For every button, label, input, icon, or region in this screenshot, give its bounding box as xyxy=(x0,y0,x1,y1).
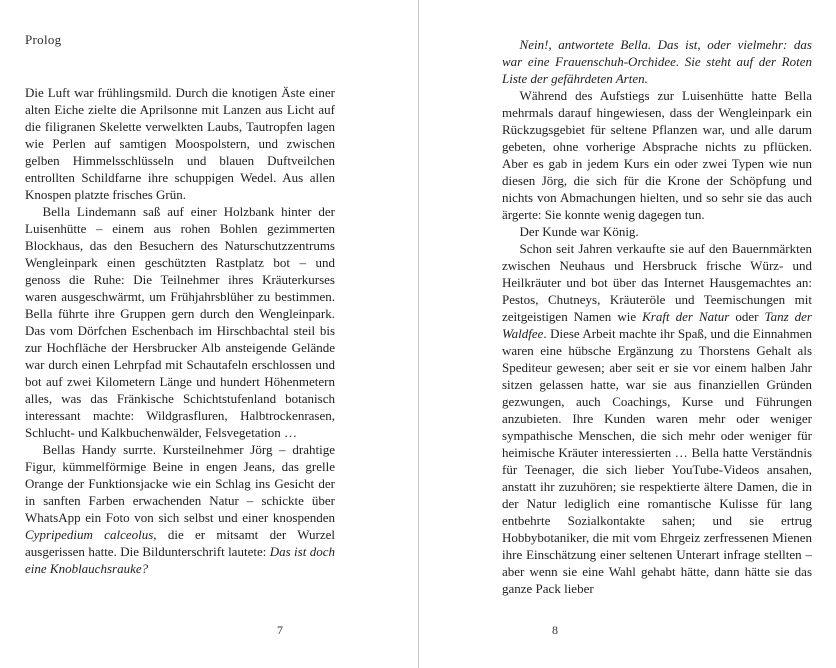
paragraph xyxy=(25,84,335,203)
italic-text-run: Nein!, antwortete Bella. Das ist, oder vielmehr: das war eine Frauenschuh-Orchidee. Sie steht auf der Roten Liste der gefährdeten Arten. xyxy=(502,37,812,86)
italic-text-run: Kraft der Natur xyxy=(642,309,730,324)
page-left-body-text xyxy=(25,84,335,608)
paragraph xyxy=(502,240,812,597)
text-run: . Diese Arbeit machte ihr Spaß, und die Einnahmen waren eine hübsche Ergänzung zu Thorstens Gehalt als Spediteur gewesen; aber seit er sie vor einem halben Jahr sitzen gelassen hatte, war sie aus finanziellen Gründen gezwungen, auch Coachings, Kurse und Führungen anzubieten. Ihre Kunden waren mehr oder weniger sympathische Menschen, die sich mehr oder weniger für heimische Kräuter interessierten … Bella hatte Verständnis für Teenager, die sich lieber YouTube-Videos ansahen, anstatt ihr zuzuhören; sie respektierte ältere Damen, die in der Natur lediglich eine romantische Kulisse für lang entbehrte Sozialkontakte sahen; und sie ertrug Hobbybotaniker, die mit vom Ehrgeiz zerfressenen Mienen ihre Einschätzung einer seltenen Unterart infrage stellten – aber wenn sie eine Wahl gehabt hätte, dann hätte sie das ganze Pack lieber xyxy=(502,326,812,596)
paragraph xyxy=(502,36,812,87)
paragraph xyxy=(502,87,812,223)
page-number-left: 7 xyxy=(277,623,283,637)
text-run: Bellas Handy surrte. Kursteilnehmer Jörg – drahtige Figur, kümmelförmige Beine in engen Jeans, das grelle Orange der Funktionsjacke wie ein Schlag ins Gesicht der in sanften Farben erwachenden Natur – schickte über WhatsApp ein Foto von sich selbst und einer knospenden xyxy=(25,442,335,525)
text-run: Bella Lindemann saß auf einer Holzbank hinter der Luisenhütte – einem aus rohen Bohlen gezimmerten Blockhaus, das den Besuchern des Naturschutzzentrums Wengleinpark einen geschützten Rastplatz bot – und genoss die Ruhe: Die Teilnehmer ihres Kräuterkurses waren ausgeschwärmt, um Frühjahrsblüher zu bestimmen. Bella führte ihre Gruppen gern durch den Wengleinpark. Das vom Dörfchen Eschenbach im Hirschbachtal steil bis zur Hochfläche der Hersbrucker Alb ansteigende Gelände war durch einen Lehrpfad mit Schautafeln erschlossen und bot auf zwei Kilometern Länge und hundert Höhenmetern alles, was das Fränkische Schichtstufenland botanisch interessant machte: Wildgrasfluren, Halbtrockenrasen, Schlucht- und Kalkbuchenwälder, Felsvegetation … xyxy=(25,204,335,440)
italic-text-run: Cypripedium calceolus xyxy=(25,527,154,542)
page-number-right: 8 xyxy=(552,623,558,637)
text-run: Die Luft war frühlingsmild. Durch die knotigen Äste einer alten Eiche zielte die Aprilsonne mit Lanzen aus Licht auf die filigranen Skelette verwelkten Laubs, Tautropfen lagen wie Perlen auf samtigen Moospolstern, und zwischen gelben Himmelsschlüsseln und blauen Duftveilchen entrollten Schildfarne ihre schuppigen Wedel. Aus allen Knospen platzte frisches Grün. xyxy=(25,85,335,202)
paragraph xyxy=(502,223,812,240)
page-right xyxy=(418,0,836,668)
paragraph xyxy=(25,203,335,441)
text-run: Während des Aufstiegs zur Luisenhütte hatte Bella mehrmals darauf hingewiesen, dass der Wengleinpark ein Rückzugsgebiet für seltene Pflanzen war, und alle darum gebeten, ohne vorherige Absprache nichts zu pflücken. Aber es gab in jedem Kurs ein oder zwei Typen wie nun diesen Jörg, die sich für die Krone der Schöpfung und nichts von Abmachungen hielten, und so sehr sie das auch ärgerte: Sie konnte wenig dagegen tun. xyxy=(502,88,812,222)
text-run: Der Kunde war König. xyxy=(519,224,639,239)
chapter-heading: Prolog xyxy=(25,32,62,47)
italic-text-run: Tanz der Waldfee xyxy=(502,309,812,341)
paragraph xyxy=(25,441,335,577)
text-run: Schon seit Jahren verkaufte sie auf den Bauernmärkten zwischen Neuhaus und Hersbruck frische Würz- und Heilkräuter und bot über das Internet Hausgemachtes an: Pestos, Chutneys, Kräuteröle und Teemischungen mit zeitgeistigen Namen wie xyxy=(502,241,812,324)
text-run: , die er mitsamt der Wurzel ausgerissen hatte. Die Bildunterschrift lautete: xyxy=(25,527,335,559)
italic-text-run: Das ist doch eine Knoblauchsrauke? xyxy=(25,544,335,576)
text-run: oder xyxy=(729,309,765,324)
page-right-body-text xyxy=(502,36,812,614)
